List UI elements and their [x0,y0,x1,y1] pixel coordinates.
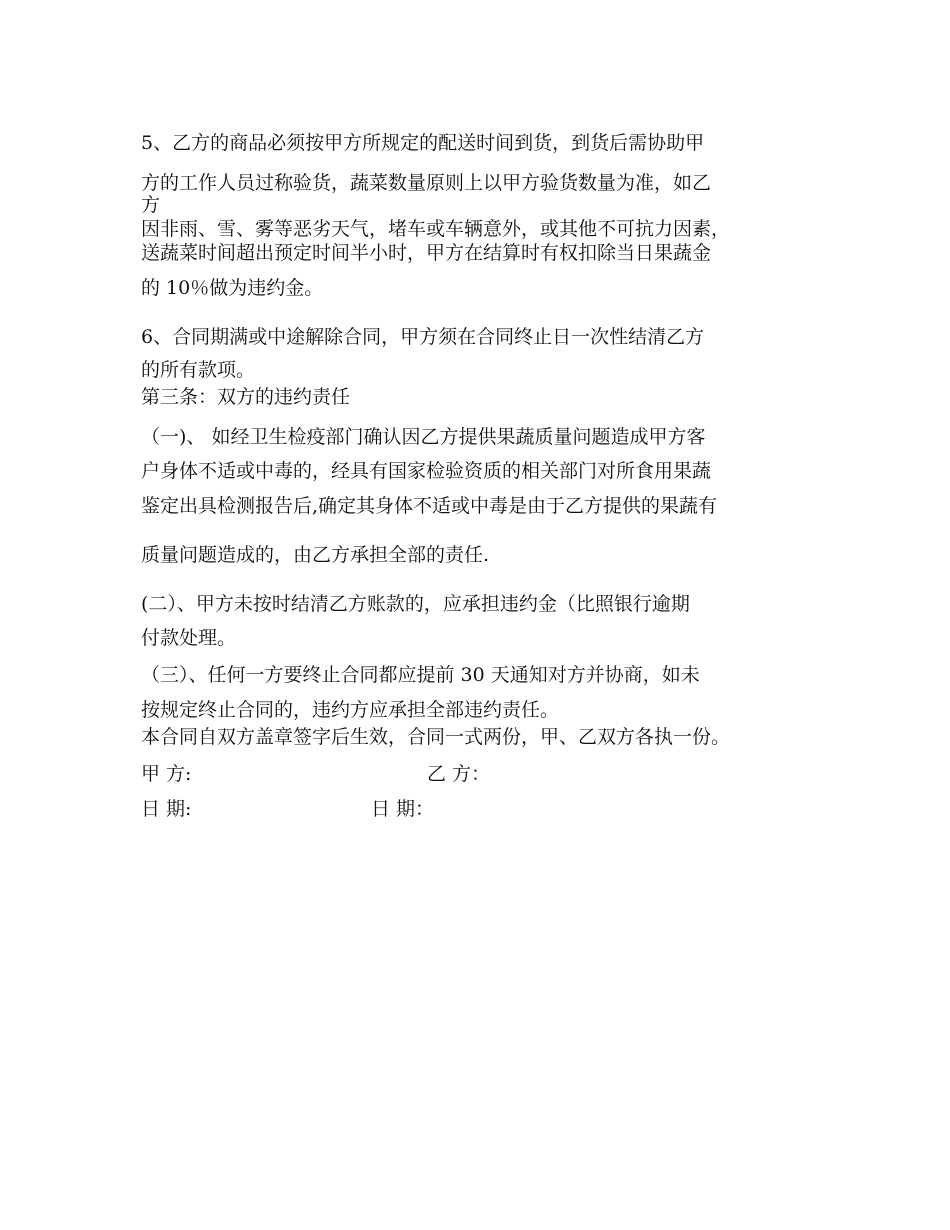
article3-item2-line2: 付款处理。 [141,627,237,649]
clause5-line5: 送蔬菜时间超出预定时间半小时，甲方在结算时有权扣除当日果蔬金 [141,242,712,264]
article3-item2-line1: (二）、甲方未按时结清乙方账款的，应承担违约金（比照银行逾期 [141,593,690,615]
date-a-label: 日 期: [141,798,192,820]
article3-item1-line1: （一)、 如经卫生检疫部门确认因乙方提供果蔬质量问题造成甲方客 [141,426,706,448]
clause6-line1: 6、合同期满或中途解除合同，甲方须在合同终止日一次性结清乙方 [141,326,705,348]
article3-item1-line2: 户身体不适或中毒的，经具有国家检验资质的相关部门对所食用果蔬 [141,460,712,482]
closing-statement: 本合同自双方盖章签字后生效，合同一式两份，甲、乙双方各执一份。 [141,726,731,748]
clause6-line2: 的所有款项。 [141,359,256,381]
party-b-label: 乙 方： [427,763,491,785]
clause5-line2: 方的工作人员过称验货，蔬菜数量原则上以甲方验货数量为准，如乙 [141,172,712,194]
article3-item1-line3: 鉴定出具检测报告后,确定其身体不适或中毒是由于乙方提供的果蔬有 [141,495,718,517]
date-b-label: 日 期： [371,798,435,820]
article3-item3-line2: 按规定终止合同的，违约方应承担全部违约责任。 [141,699,560,721]
article3-item1-line4: 质量问题造成的，由乙方承担全部的责任. [141,544,490,566]
party-a-label: 甲 方: [141,763,192,785]
clause5-line1: 5、乙方的商品必须按甲方所规定的配送时间到货，到货后需协助甲 [141,132,705,154]
clause5-line6: 的 10％做为违约金。 [141,277,324,299]
article3-heading: 第三条：双方的违约责任 [141,386,351,408]
clause5-line4: 因非雨、雪、雾等恶劣天气，堵车或车辆意外，或其他不可抗力因素， [141,218,731,240]
article3-item3-line1: （三）、任何一方要终止合同都应提前 30 天通知对方并协商，如未 [141,664,700,686]
clause5-line3: 方 [141,194,161,216]
